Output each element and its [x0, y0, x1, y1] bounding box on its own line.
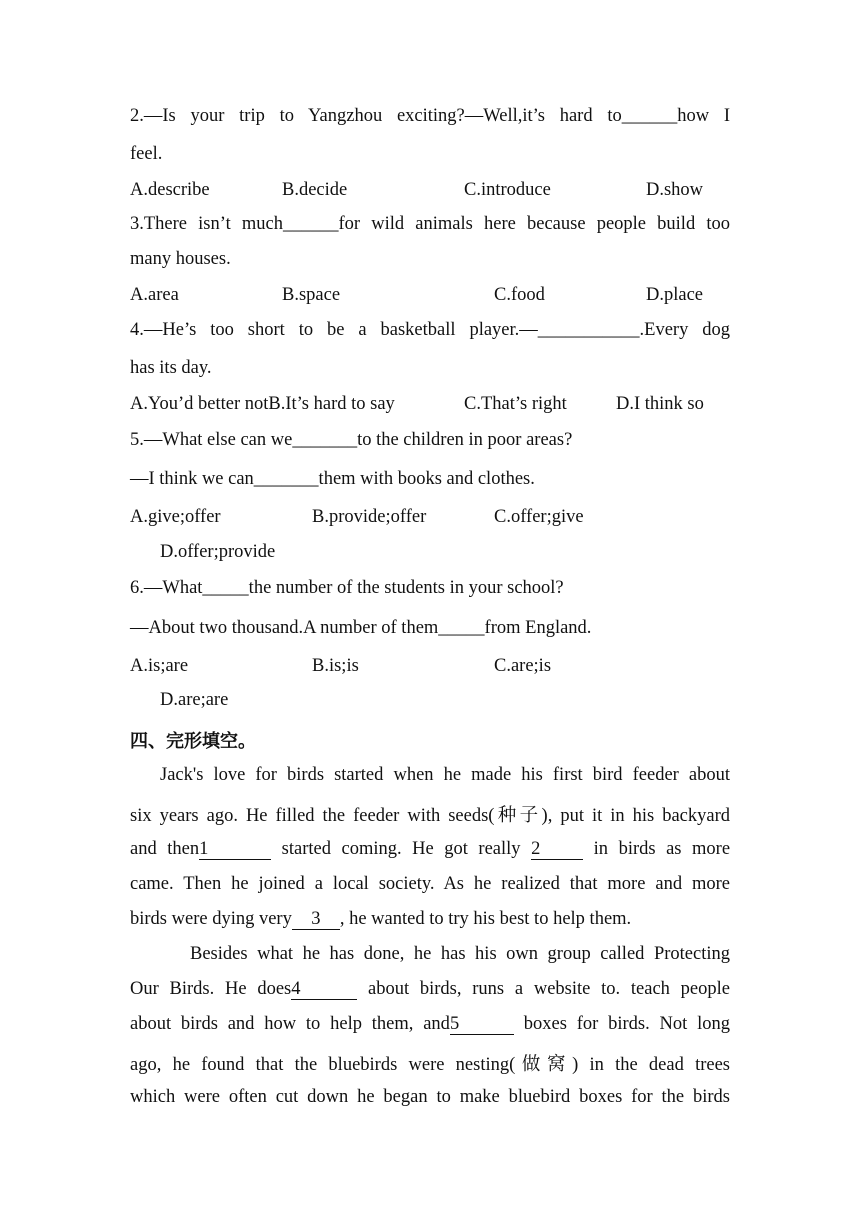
passage-line: ago, he found that the bluebirds were nesting(做窝) in the dead trees: [130, 1055, 730, 1075]
passage-text: about birds and how to help them, and: [130, 1014, 450, 1034]
passage-line-with-blanks: [130, 1014, 730, 1035]
question-5-text: 5.—What else can we_______to the children in poor areas?: [130, 430, 573, 450]
option-a: A.give;offer: [130, 507, 221, 527]
blank-3: 3: [292, 910, 340, 930]
passage-text: birds were dying very: [130, 909, 292, 929]
passage-line-with-blanks: [130, 979, 730, 1000]
passage-text: , he wanted to try his best to help them.: [339, 909, 632, 929]
option-a-b: A.You’d better notB.It’s hard to say: [130, 394, 395, 414]
option-b: B.space: [282, 285, 341, 305]
option-a: A.is;are: [130, 656, 189, 676]
question-2-text-cont: feel.: [130, 144, 163, 164]
section-heading: 四、完形填空。: [130, 731, 256, 752]
option-d: D.are;are: [160, 690, 229, 710]
option-c: C.That’s right: [464, 394, 567, 414]
option-c: C.offer;give: [494, 507, 584, 527]
option-c: C.food: [494, 285, 545, 305]
question-6-text: 6.—What_____the number of the students in your school?: [130, 578, 564, 598]
passage-text: started coming. He got really: [281, 839, 521, 859]
option-d: D.I think so: [616, 394, 704, 414]
passage-line: which were often cut down he began to make bluebird boxes for the birds: [130, 1087, 730, 1107]
blank-5: 5: [450, 1015, 514, 1035]
option-b: B.is;is: [312, 656, 359, 676]
passage-text: boxes for birds. Not long: [523, 1014, 730, 1034]
option-a: A.describe: [130, 180, 210, 200]
option-c: C.introduce: [464, 180, 551, 200]
question-5-options: [130, 507, 730, 533]
passage-text: and then: [130, 839, 200, 859]
question-4-options: [130, 394, 730, 420]
passage-text: about birds, runs a website to. teach people: [368, 979, 730, 999]
option-b: B.decide: [282, 180, 348, 200]
passage-line: Jack's love for birds started when he made his first bird feeder about: [160, 765, 730, 785]
passage-line: came. Then he joined a local society. As he realized that more and more: [130, 874, 730, 894]
passage-line-with-blanks: [130, 909, 631, 930]
passage-text: in birds as more: [593, 839, 731, 859]
blank-4: 4: [291, 980, 357, 1000]
question-4-text: 4.—He’s too short to be a basketball player.—___________.Every dog: [130, 320, 730, 340]
passage-line: Besides what he has done, he has his own group called Protecting: [190, 944, 730, 964]
question-6-text-cont: —About two thousand.A number of them_____from England.: [130, 618, 592, 638]
question-3-text-cont: many houses.: [130, 249, 231, 269]
option-d: D.offer;provide: [160, 542, 276, 562]
question-5-text-cont: —I think we can_______them with books and clothes.: [130, 469, 535, 489]
question-2-text: 2.—Is your trip to Yangzhou exciting?—Well,it’s hard to______how I: [130, 106, 730, 126]
option-a: A.area: [130, 285, 179, 305]
option-d: D.show: [646, 180, 704, 200]
blank-2: 2: [531, 840, 583, 860]
option-b: B.provide;offer: [312, 507, 427, 527]
question-2-options: [130, 180, 730, 206]
question-3-options: [130, 285, 730, 311]
passage-line: six years ago. He filled the feeder with seeds(种子), put it in his backyard: [130, 806, 730, 826]
question-4-text-cont: has its day.: [130, 358, 212, 378]
passage-text: Our Birds. He does: [130, 979, 292, 999]
option-d: D.place: [646, 285, 704, 305]
passage-line-with-blanks: [130, 839, 730, 860]
question-6-options: [130, 656, 730, 682]
blank-1: 1: [199, 840, 271, 860]
option-c: C.are;is: [494, 656, 552, 676]
question-3-text: 3.There isn’t much______for wild animals here because people build too: [130, 214, 730, 234]
